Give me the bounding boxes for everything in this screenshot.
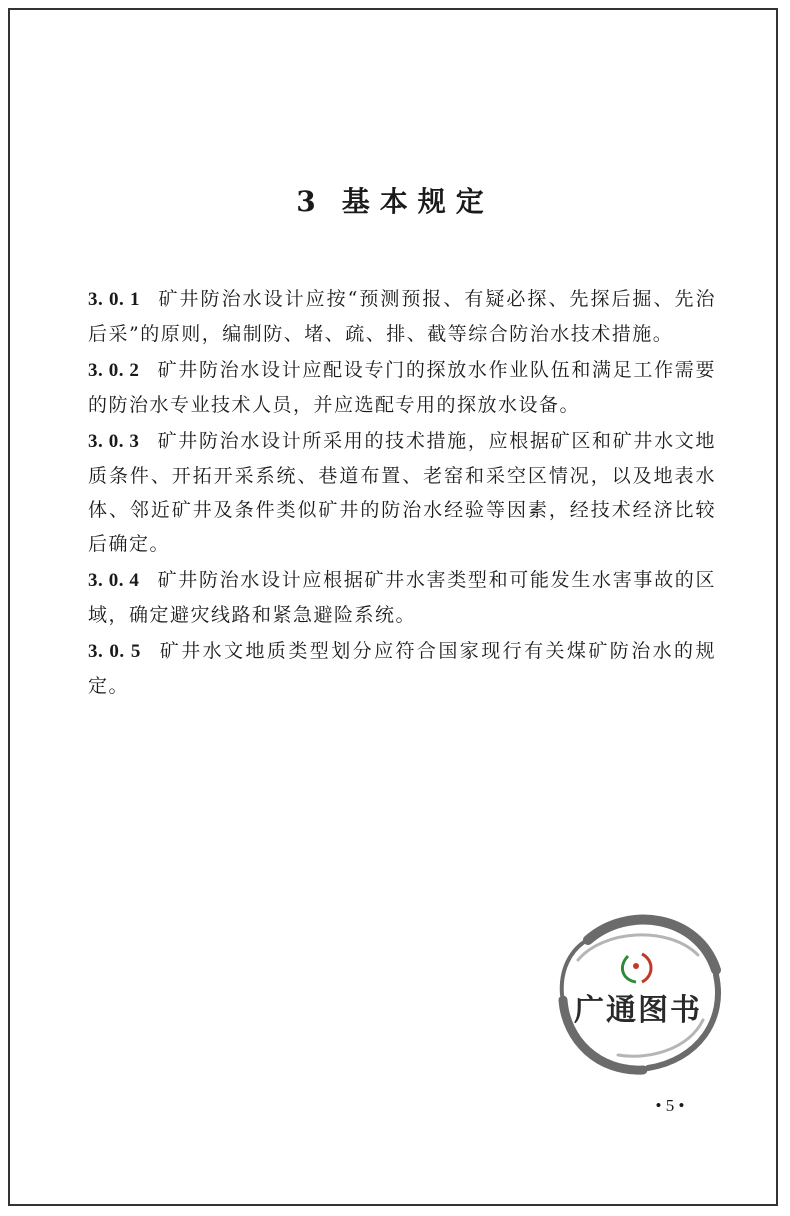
publisher-seal-watermark bbox=[548, 900, 728, 1080]
clause-3-0-2 bbox=[88, 353, 716, 422]
seal-text: 广通图书 bbox=[574, 993, 702, 1028]
publisher-logo-icon bbox=[622, 954, 651, 982]
clause-list bbox=[88, 282, 716, 705]
clause-number: 3. 0. 2 bbox=[88, 360, 140, 381]
clause-3-0-5 bbox=[88, 634, 716, 703]
clause-number: 3. 0. 3 bbox=[88, 431, 140, 452]
clause-number: 3. 0. 4 bbox=[88, 570, 140, 591]
clause-3-0-1 bbox=[88, 282, 716, 351]
chapter-heading bbox=[0, 180, 790, 220]
chapter-number: 3 bbox=[296, 185, 326, 218]
chapter-title: 基本规定 bbox=[341, 185, 494, 218]
clause-text: 矿井水文地质类型划分应符合国家现行有关煤矿防治水的规定。 bbox=[88, 640, 716, 697]
clause-3-0-4 bbox=[88, 563, 716, 632]
clause-number: 3. 0. 5 bbox=[88, 641, 141, 662]
clause-text: 矿井防治水设计所采用的技术措施，应根据矿区和矿井水文地质条件、开拓开采系统、巷道布置、老窑和采空区情况，以及地表水体、邻近矿井及条件类似矿井的防治水经验等因素，经技术经济比较后确定。 bbox=[88, 430, 716, 555]
clause-number: 3. 0. 1 bbox=[88, 289, 141, 310]
clause-text: 矿井防治水设计应按“预测预报、有疑必探、先探后掘、先治后采”的原则，编制防、堵、疏、排、截等综合防治水技术措施。 bbox=[88, 288, 717, 345]
page-number: • 5 • bbox=[655, 1096, 685, 1115]
clause-text: 矿井防治水设计应配设专门的探放水作业队伍和满足工作需要的防治水专业技术人员，并应选配专用的探放水设备。 bbox=[88, 359, 716, 416]
clause-text: 矿井防治水设计应根据矿井水害类型和可能发生水害事故的区域，确定避灾线路和紧急避险系统。 bbox=[88, 569, 716, 626]
clause-3-0-3 bbox=[88, 424, 716, 561]
